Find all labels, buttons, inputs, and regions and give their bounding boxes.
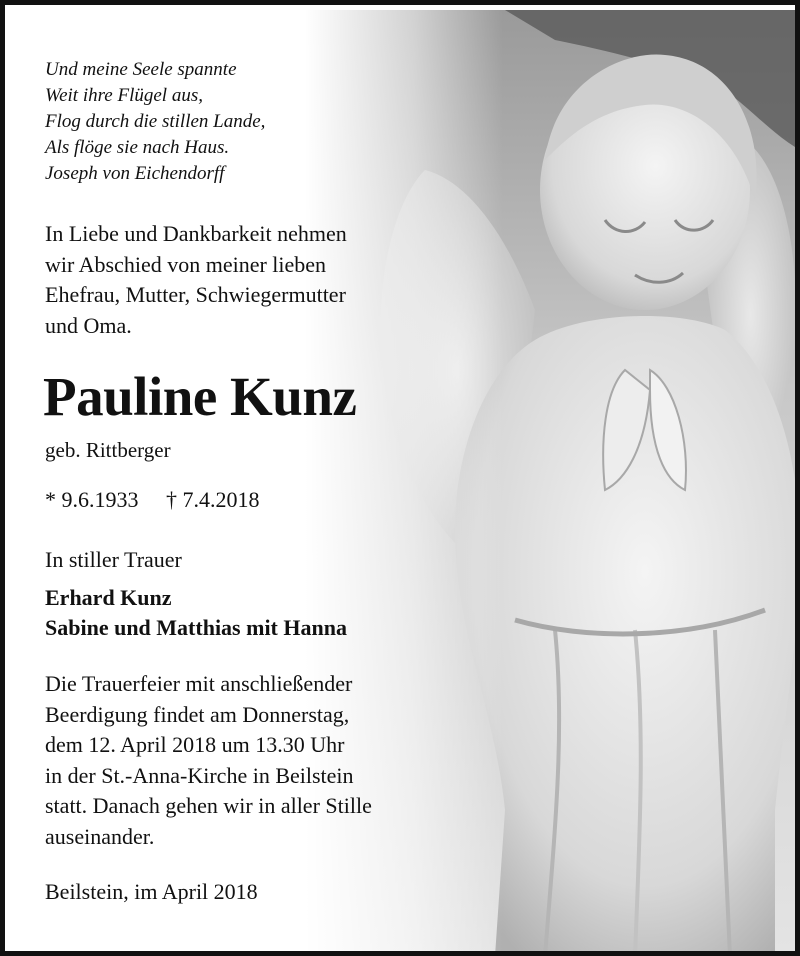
intro-line: wir Abschied von meiner lieben bbox=[45, 251, 327, 277]
life-dates bbox=[45, 487, 260, 513]
service-line: statt. Danach gehen wir in aller Stille bbox=[45, 793, 372, 818]
mourning-label: In stiller Trauer bbox=[45, 547, 182, 572]
mourner: Sabine und Matthias mit Hanna bbox=[45, 615, 347, 640]
deceased-name: Pauline Kunz bbox=[43, 366, 357, 427]
poem-author: Joseph von Eichendorff bbox=[45, 163, 225, 184]
poem-line: Flog durch die stillen Lande, bbox=[45, 111, 266, 132]
photo-fade-overlay bbox=[305, 10, 800, 956]
service-line: dem 12. April 2018 um 13.30 Uhr bbox=[45, 732, 345, 757]
service-details bbox=[45, 669, 372, 852]
poem-line: Weit ihre Flügel aus, bbox=[45, 85, 203, 106]
intro-line: Ehefrau, Mutter, Schwiegermutter bbox=[45, 282, 346, 307]
intro-text bbox=[45, 219, 347, 341]
poem-line: Als flöge sie nach Haus. bbox=[45, 137, 230, 158]
intro-line: In Liebe und Dankbarkeit nehmen bbox=[45, 221, 347, 246]
service-line: Beerdigung findet am Donnerstag, bbox=[45, 701, 350, 727]
mourners-list bbox=[45, 583, 347, 643]
death-date: † 7.4.2018 bbox=[166, 487, 260, 512]
poem bbox=[45, 57, 265, 161]
maiden-name: geb. Rittberger bbox=[45, 438, 171, 462]
place-and-date: Beilstein, im April 2018 bbox=[45, 879, 258, 904]
mourner: Erhard Kunz bbox=[45, 585, 172, 610]
poem-line: Und meine Seele spannte bbox=[45, 59, 237, 80]
service-line: Die Trauerfeier mit anschließender bbox=[45, 671, 353, 696]
birth-date: * 9.6.1933 bbox=[45, 487, 139, 512]
service-line: auseinander. bbox=[45, 823, 155, 849]
intro-line: und Oma. bbox=[45, 312, 132, 338]
angel-statue-image bbox=[305, 10, 800, 956]
service-line: in der St.-Anna-Kirche in Beilstein bbox=[45, 762, 354, 788]
praying-angel-photo bbox=[305, 10, 800, 956]
